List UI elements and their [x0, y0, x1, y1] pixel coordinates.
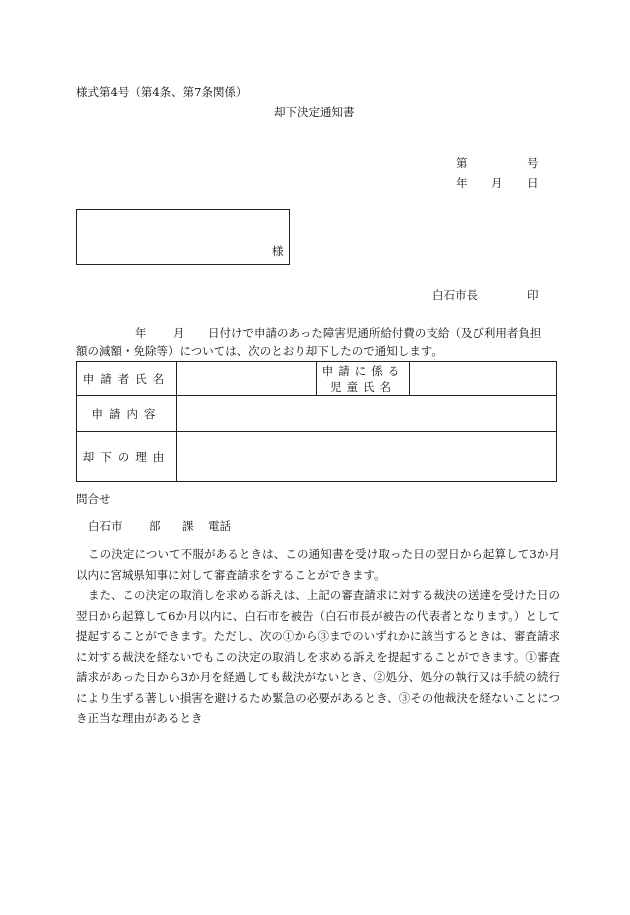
form-number: 様式第4号（第4条、第7条関係）	[76, 85, 248, 99]
application-content-field[interactable]	[177, 396, 557, 432]
intro-year: 年	[135, 326, 147, 340]
contact-section: 課	[182, 519, 194, 533]
issuer-seal: 印	[527, 288, 539, 302]
document-title: 却下決定通知書	[274, 105, 355, 119]
application-content-label: 申請内容	[77, 396, 177, 432]
rejection-reason-field[interactable]	[177, 432, 557, 482]
doc-number-prefix: 第	[456, 156, 468, 170]
recipient-box	[76, 209, 290, 265]
intro-line1: 日付けで申請のあった障害児通所給付費の支給（及び利用者負担	[208, 326, 542, 340]
applicant-name-label: 申請者氏名	[77, 362, 177, 396]
lawsuit-notice: また、この決定の取消しを求める訴えは、上記の審査請求に対する裁決の送達を受けた日の翌日から起算して6か月以内に、白石市を被告（白石市長が被告の代表者となります。）として提起することができます。ただし、次の①から③までのいずれかに該当するときは、審査請求に対する裁決を経ないでもこの決定の取消しを求める訴えを提起することができます。①審査請求があった日から3か月を経過しても裁決がないとき、②処分、処分の執行又は手続の続行により生ずる著しい損害を避けるため緊急の必要があるとき、③その他裁決を経ないことにつき正当な理由があるとき	[76, 588, 560, 725]
contact-city: 白石市	[88, 519, 123, 533]
contact-phone: 電話	[208, 519, 231, 533]
appeal-notice: この決定について不服があるときは、この通知書を受け取った日の翌日から起算して3か月以内に宮城県知事に対して審査請求をすることができます。	[76, 547, 560, 582]
doc-number-suffix: 号	[527, 156, 539, 170]
contact-department: 部	[149, 519, 161, 533]
rejection-reason-label: 却下の理由	[77, 432, 177, 482]
application-table	[76, 361, 557, 482]
recipient-honorific: 様	[272, 244, 284, 258]
contact-heading: 問合せ	[76, 492, 111, 506]
date-day: 日	[527, 176, 539, 190]
child-name-field[interactable]	[410, 362, 557, 396]
child-name-label-line2: 児童氏名	[330, 379, 396, 394]
intro-month: 月	[173, 326, 185, 340]
issuer-name: 白石市長	[432, 288, 478, 302]
date-year: 年	[456, 176, 468, 190]
intro-line2: 額の減額・免除等）については、次のとおり却下したので通知します。	[76, 344, 443, 358]
date-month: 月	[491, 176, 503, 190]
applicant-name-field[interactable]	[177, 362, 317, 396]
child-name-label-line1: 申請に係る	[321, 363, 405, 378]
child-name-label	[317, 362, 410, 396]
